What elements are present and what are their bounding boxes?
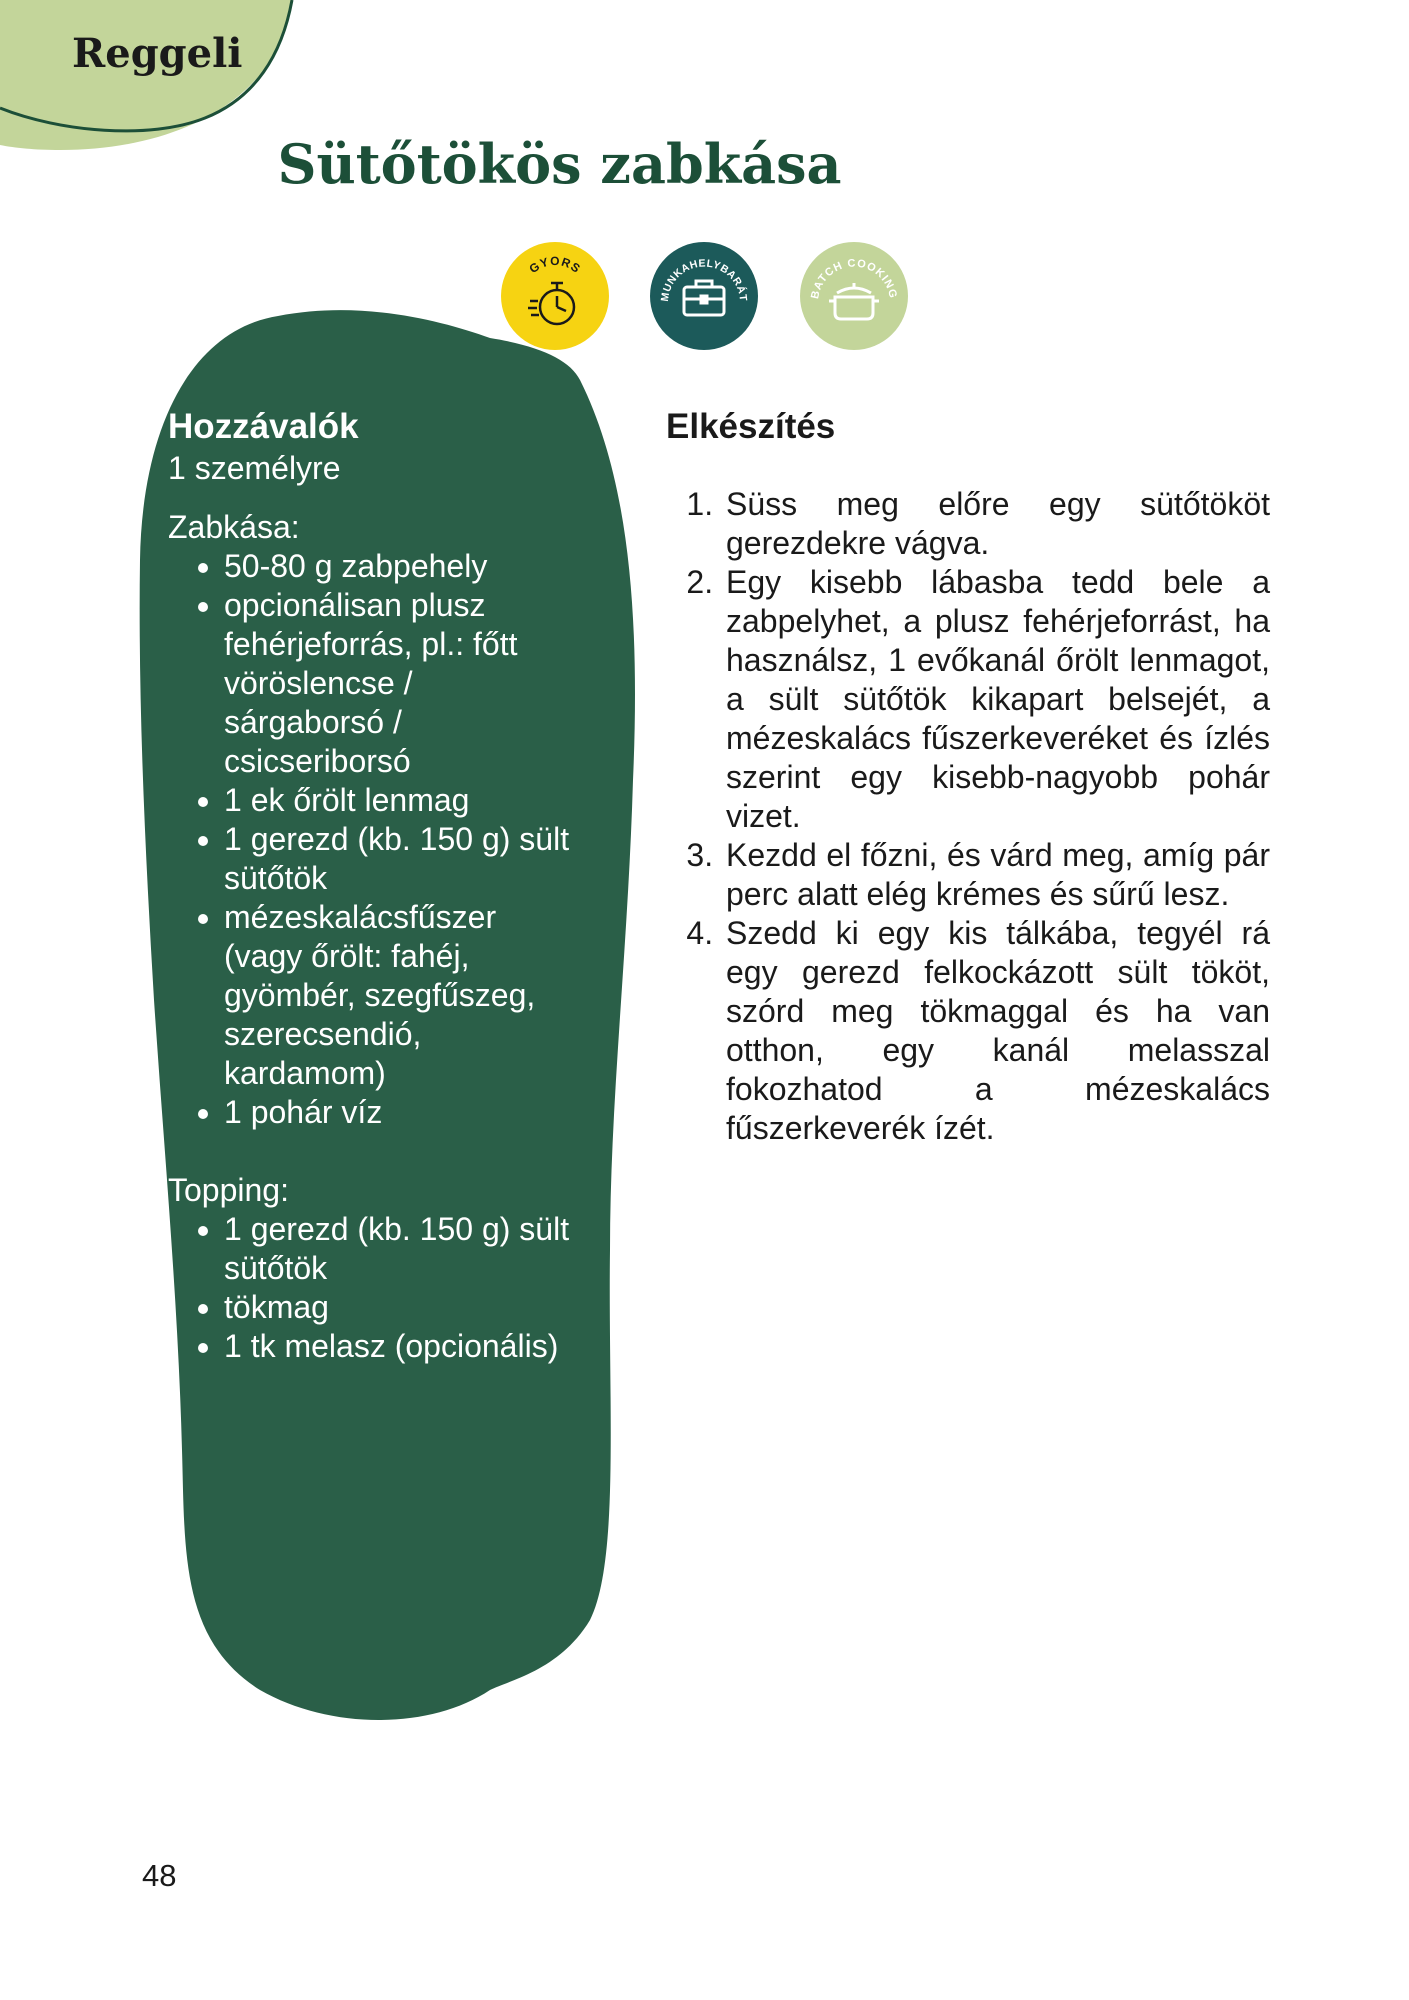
preparation-heading: Elkészítés: [666, 407, 836, 446]
section-label: Reggeli: [72, 30, 243, 77]
page-number: 48: [142, 1858, 177, 1893]
ingredient-item: • 1 pohár víz: [224, 1093, 578, 1132]
ingredients-panel: [168, 405, 578, 1405]
svg-text:BATCH COOKING: BATCH COOKING: [809, 257, 899, 300]
ingredient-item: • mézeskalácsfűszer (vagy őrölt: fahéj, gyömbér, szegfűszeg, szerecsendió, kardamom): [224, 898, 578, 1093]
svg-text:GYORS: GYORS: [526, 253, 584, 277]
ingredient-list: [168, 1210, 578, 1366]
ingredient-item: • 1 tk melasz (opcionális): [224, 1327, 578, 1366]
ingredient-item: • 50-80 g zabpehely: [224, 547, 578, 586]
preparation-steps: [666, 485, 1270, 1148]
ingredient-item: • 1 gerezd (kb. 150 g) sült sütőtök: [224, 820, 578, 898]
preparation-step: 2. Egy kisebb lábasba tedd bele a zabpelyhet, a plusz fehérjeforrást, ha használsz, 1 evőkanál őrölt lenmagot, a sült sütőtök kikapart belsejét, a mézeskalács fűszerkeveréket és ízlés szerint egy kisebb-nagyobb pohár vizet.: [722, 563, 1270, 836]
ingredient-group-title: Zabkása:: [168, 509, 300, 545]
svg-text:MUNKAHELYBARÁT: MUNKAHELYBARÁT: [658, 257, 750, 303]
preparation-step: 1. Süss meg előre egy sütőtököt gerezdekre vágva.: [722, 485, 1270, 563]
preparation-panel: [666, 405, 1270, 1148]
ingredient-list: [168, 547, 578, 1132]
ingredient-item: • tökmag: [224, 1288, 578, 1327]
recipe-title: Sütőtökös zabkása: [277, 132, 842, 196]
ingredient-item: • 1 gerezd (kb. 150 g) sült sütőtök: [224, 1210, 578, 1288]
servings-text: 1 személyre: [168, 450, 341, 486]
ingredient-group-title: Topping:: [168, 1172, 289, 1208]
ingredient-item: • opcionálisan plusz fehérjeforrás, pl.: főtt vöröslencse / sárgaborsó / csicseriborsó: [224, 586, 578, 781]
preparation-step: 4. Szedd ki egy kis tálkába, tegyél rá egy gerezd felkockázott sült tököt, szórd meg tökmaggal és ha van otthon, egy kanál melasszal fokozhatod a mézeskalács fűszerkeverék ízét.: [722, 914, 1270, 1148]
ingredients-heading: Hozzávalók: [168, 407, 359, 446]
preparation-step: 3. Kezdd el főzni, és várd meg, amíg pár perc alatt elég krémes és sűrű lesz.: [722, 836, 1270, 914]
ingredient-item: • 1 ek őrölt lenmag: [224, 781, 578, 820]
